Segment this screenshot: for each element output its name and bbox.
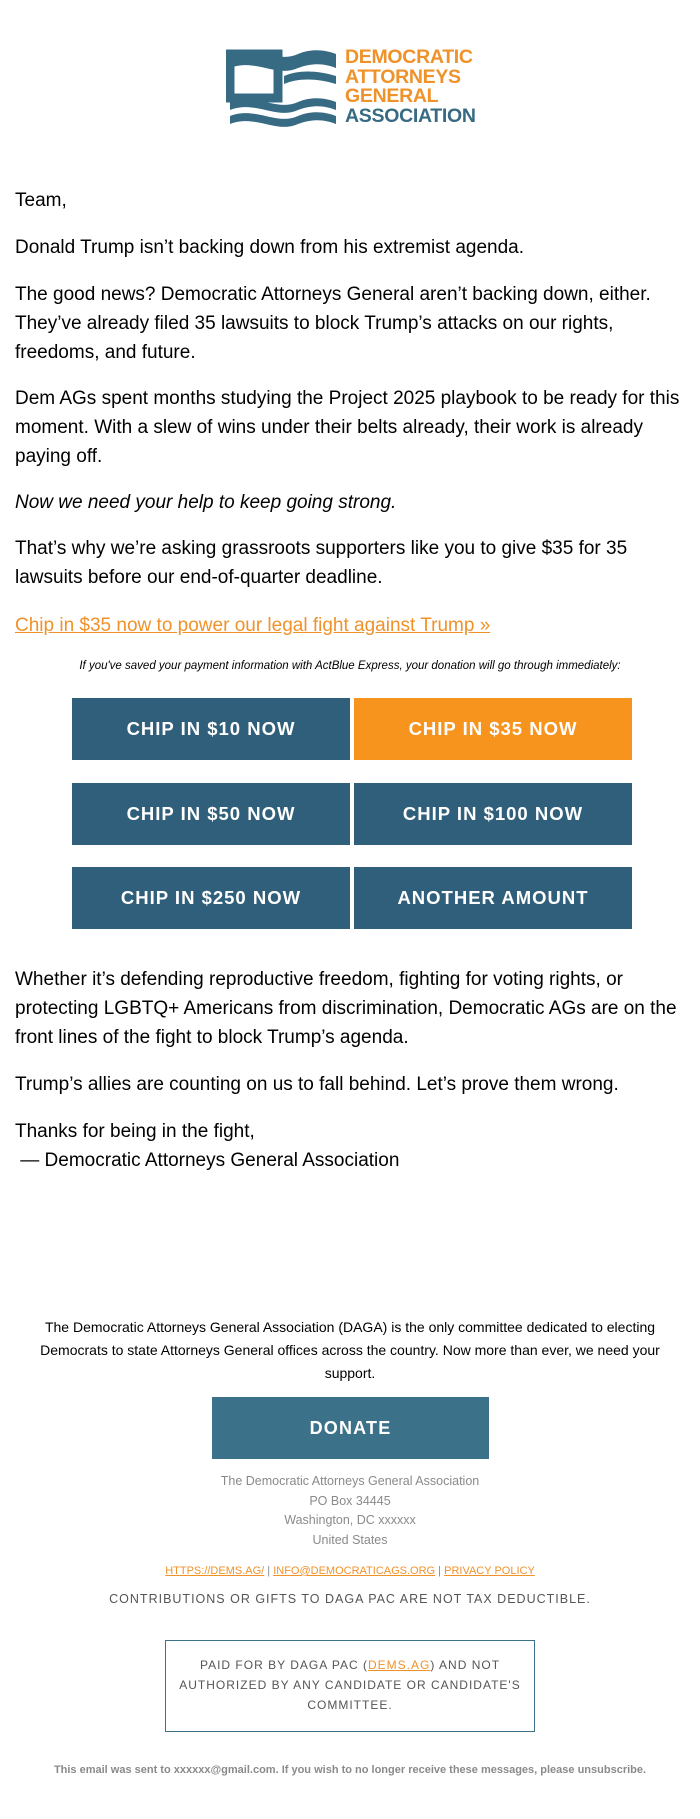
footer-intro: The Democratic Attorneys General Association (DAGA) is the only committee dedicated to electing Democrats to state Attorneys General offices across the country. Now more than ever, we need your support. xyxy=(40,1319,660,1381)
logo-line-1: DEMOCRATIC xyxy=(345,46,473,68)
signature: — Democratic Attorneys General Association xyxy=(15,1150,400,1171)
paragraph-7: Trump’s allies are counting on us to fall behind. Let’s prove them wrong. xyxy=(15,1074,619,1095)
address-line-2: PO Box 34445 xyxy=(309,1493,391,1508)
paid-for-box xyxy=(165,1640,535,1732)
link-separator: | xyxy=(264,1565,274,1577)
paragraph-6: Whether it’s defending reproductive freedom, fighting for voting rights, or protecting LGBTQ+ Americans from discrimination, Democratic AGs are on the front lines of the fight to block Trump’s agenda. xyxy=(15,969,677,1048)
address-line-1: The Democratic Attorneys General Association xyxy=(220,1474,480,1488)
signoff: Thanks for being in the fight, xyxy=(15,1121,255,1142)
chip-in-10-button[interactable]: CHIP IN $10 NOW xyxy=(72,698,350,760)
donate-button[interactable]: DONATE xyxy=(212,1397,489,1459)
logo-line-4: ASSOCIATION xyxy=(345,104,476,127)
address-line-4: United States xyxy=(312,1532,388,1547)
link-separator: | xyxy=(435,1565,445,1577)
email-link[interactable]: INFO@DEMOCRATICAGS.ORG xyxy=(273,1565,436,1577)
chip-in-250-button[interactable]: CHIP IN $250 NOW xyxy=(72,867,350,929)
actblue-note: If you've saved your payment information with ActBlue Express, your donation will go through immediately: xyxy=(79,660,621,672)
website-link[interactable]: HTTPS://DEMS.AG/ xyxy=(165,1565,265,1577)
tax-disclaimer: CONTRIBUTIONS OR GIFTS TO DAGA PAC ARE NOT TAX DEDUCTIBLE. xyxy=(109,1592,591,1606)
another-amount-button[interactable]: ANOTHER AMOUNT xyxy=(354,867,632,929)
dems-ag-link[interactable]: DEMS.AG xyxy=(368,1658,431,1672)
address-line-3: Washington, DC xxxxxx xyxy=(284,1513,416,1527)
chip-in-35-button[interactable]: CHIP IN $35 NOW xyxy=(354,698,632,760)
paragraph-2: The good news? Democratic Attorneys General aren’t backing down, either. They’ve already filed 35 lawsuits to block Trump’s attacks on our rights, freedoms, and future. xyxy=(15,284,651,363)
paragraph-5: That’s why we’re asking grassroots supporters like you to give $35 for 35 lawsuits before our end-of-quarter deadline. xyxy=(15,538,628,588)
paragraph-1: Donald Trump isn’t backing down from his extremist agenda. xyxy=(15,237,525,258)
unsubscribe-notice: This email was sent to xxxxxx@gmail.com. If you wish to no longer receive these messages, please unsubscribe. xyxy=(53,1764,647,1776)
logo-line-2: ATTORNEYS xyxy=(345,65,461,88)
greeting: Team, xyxy=(15,190,67,211)
logo-line-3: GENERAL xyxy=(345,85,439,107)
cta-paragraph xyxy=(15,611,690,640)
daga-logo[interactable] xyxy=(226,46,481,130)
paid-for-prefix: PAID FOR BY DAGA PAC ( xyxy=(199,1658,369,1672)
paragraph-3: Dem AGs spent months studying the Project 2025 playbook to be ready for this moment. With a slew of wins under their belts already, their work is already paying off. xyxy=(15,388,680,467)
privacy-policy-link[interactable]: PRIVACY POLICY xyxy=(444,1565,535,1577)
footer-links xyxy=(0,1565,700,1577)
logo-wordmark xyxy=(345,48,476,126)
chip-in-50-button[interactable]: CHIP IN $50 NOW xyxy=(72,783,350,845)
paragraph-4: Now we need your help to keep going strong. xyxy=(15,492,397,513)
paid-for-suffix: ) AND NOT AUTHORIZED BY ANY CANDIDATE OR CANDIDATE'S COMMITTEE. xyxy=(179,1658,521,1712)
chip-in-100-button[interactable]: CHIP IN $100 NOW xyxy=(354,783,632,845)
cta-link[interactable]: Chip in $35 now to power our legal fight against Trump » xyxy=(15,615,491,636)
mailing-address xyxy=(0,1472,700,1550)
book-flag-logo-icon xyxy=(226,46,338,130)
